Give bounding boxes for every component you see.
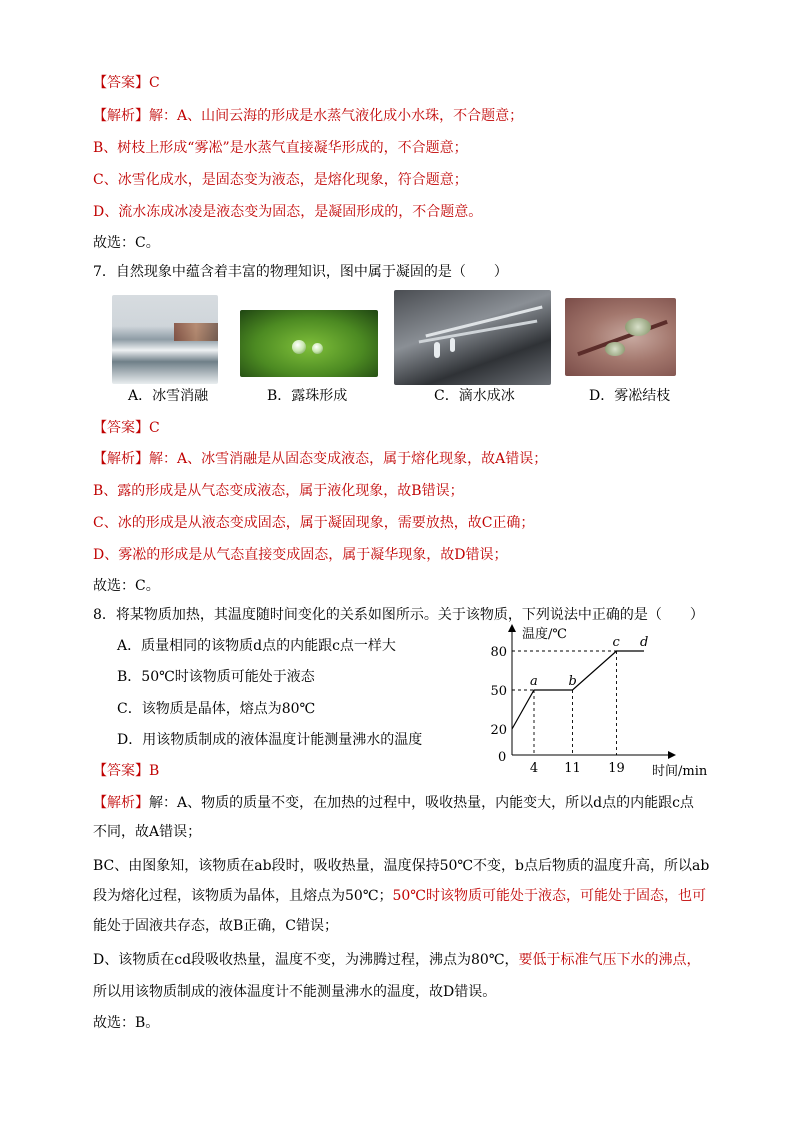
- q6-analysis-2: B、树枝上形成“雾凇”是水蒸气直接凝华形成的，不合题意；: [93, 140, 468, 156]
- answer-value: B: [149, 763, 160, 779]
- q6-answer: [93, 73, 160, 93]
- q8-stem: 8．将某物质加热，其温度随时间变化的关系如图所示。关于该物质，下列说法中正确的是（ ）: [93, 607, 704, 623]
- caption-d: D．雾凇结枝: [589, 388, 671, 404]
- analysis-text: 解：A、物质的质量不变，在加热的过程中，吸收热量，内能变大，所以d点的内能跟c点: [149, 795, 694, 811]
- point-label-b: b: [568, 674, 577, 689]
- q8-option-a: A．质量相同的该物质d点的内能跟c点一样大: [117, 638, 396, 654]
- y-axis-arrow: [508, 624, 516, 632]
- point-label-d: d: [640, 635, 649, 650]
- q7-analysis-3: C、冰的形成是从液态变成固态，属于凝固现象，需要放热，故C正确；: [93, 515, 535, 531]
- q8-analysis-6: [93, 950, 701, 970]
- y-tick-label: 80: [490, 645, 507, 660]
- q7-analysis-4: D、雾凇的形成是从气态直接变成固态，属于凝华现象，故D错误；: [93, 547, 508, 563]
- analysis-text: 解：A、冰雪消融是从固态变成液态，属于熔化现象，故A错误；: [149, 451, 548, 467]
- chart-labels: [490, 626, 707, 779]
- q8-analysis-4: [93, 886, 706, 906]
- q8-option-d: D．用该物质制成的液体温度计能测量沸水的温度: [117, 732, 423, 748]
- q6-analysis-1: [93, 106, 523, 126]
- q8-conclusion: 故选：B。: [93, 1015, 160, 1031]
- analysis-text-red: 要低于标准气压下水的沸点，: [518, 952, 701, 968]
- analysis-text: D、该物质在cd段吸收热量，温度不变，为沸腾过程，沸点为80℃，: [93, 952, 519, 968]
- q7-stem: 7．自然现象中蕴含着丰富的物理知识，图中属于凝固的是（ ）: [93, 264, 508, 280]
- caption-a: A．冰雪消融: [128, 388, 209, 404]
- analysis-text: 解：A、山间云海的形成是水蒸气液化成小水珠，不合题意；: [149, 108, 524, 124]
- x-tick-label: 0: [498, 750, 507, 765]
- snow-melting-photo: [112, 295, 218, 384]
- y-tick-label: 20: [490, 723, 507, 738]
- q7-answer: [93, 418, 160, 438]
- point-label-c: c: [612, 635, 620, 650]
- q7-conclusion: 故选：C。: [93, 578, 160, 594]
- q8-analysis-2: 不同，故A错误；: [93, 824, 202, 840]
- analysis-tag: 【解析】: [93, 451, 149, 467]
- point-label-a: a: [530, 674, 538, 689]
- x-tick-label: 19: [608, 761, 625, 776]
- answer-value: C: [149, 420, 160, 436]
- q8-analysis-1: [93, 793, 694, 813]
- x-axis-arrow: [668, 751, 676, 759]
- answer-tag: 【答案】: [93, 75, 149, 91]
- q8-option-c: C．该物质是晶体，熔点为80℃: [117, 701, 316, 717]
- analysis-tag: 【解析】: [93, 795, 149, 811]
- analysis-text: 段为熔化过程，该物质为晶体，且熔点为50℃；: [93, 888, 393, 904]
- q8-analysis-5: 能处于固液共存态，故B正确，C错误；: [93, 918, 338, 934]
- dripping-ice-photo: [394, 290, 551, 385]
- dew-drops-photo: [240, 310, 378, 377]
- answer-tag: 【答案】: [93, 420, 149, 436]
- q6-analysis-3: C、冰雪化成水，是固态变为液态，是熔化现象，符合题意；: [93, 172, 468, 188]
- q8-option-b: B．50℃时该物质可能处于液态: [117, 669, 315, 685]
- q8-answer: [93, 761, 159, 781]
- x-axis-label: 时间/min: [652, 764, 708, 779]
- q7-analysis-1: [93, 449, 547, 469]
- q8-analysis-3: BC、由图象知，该物质在ab段时，吸收热量，温度保持50℃不变，b点后物质的温度升高，所以ab: [93, 858, 710, 874]
- q6-conclusion: 故选：C。: [93, 235, 160, 251]
- analysis-text-red: 50℃时该物质可能处于液态，可能处于固态，也可: [392, 888, 706, 904]
- x-tick-label: 11: [564, 761, 581, 776]
- caption-c: C．滴水成冰: [434, 388, 515, 404]
- q6-analysis-4: D、流水冻成冰凌是液态变为固态，是凝固形成的，不合题意。: [93, 204, 483, 220]
- x-tick-label: 4: [529, 761, 539, 776]
- q8-analysis-7: 所以用该物质制成的液体温度计不能测量沸水的温度，故D错误。: [93, 984, 497, 1000]
- answer-value: C: [149, 75, 160, 91]
- y-axis-label: 温度/℃: [522, 627, 567, 642]
- q7-analysis-2: B、露的形成是从气态变成液态，属于液化现象，故B错误；: [93, 483, 464, 499]
- chart-guides: [512, 651, 617, 755]
- y-tick-label: 50: [490, 684, 507, 699]
- rime-branch-photo: [565, 298, 676, 376]
- analysis-tag: 【解析】: [93, 108, 149, 124]
- temperature-time-chart: [486, 620, 718, 780]
- caption-b: B．露珠形成: [267, 388, 348, 404]
- answer-tag: 【答案】: [93, 763, 149, 779]
